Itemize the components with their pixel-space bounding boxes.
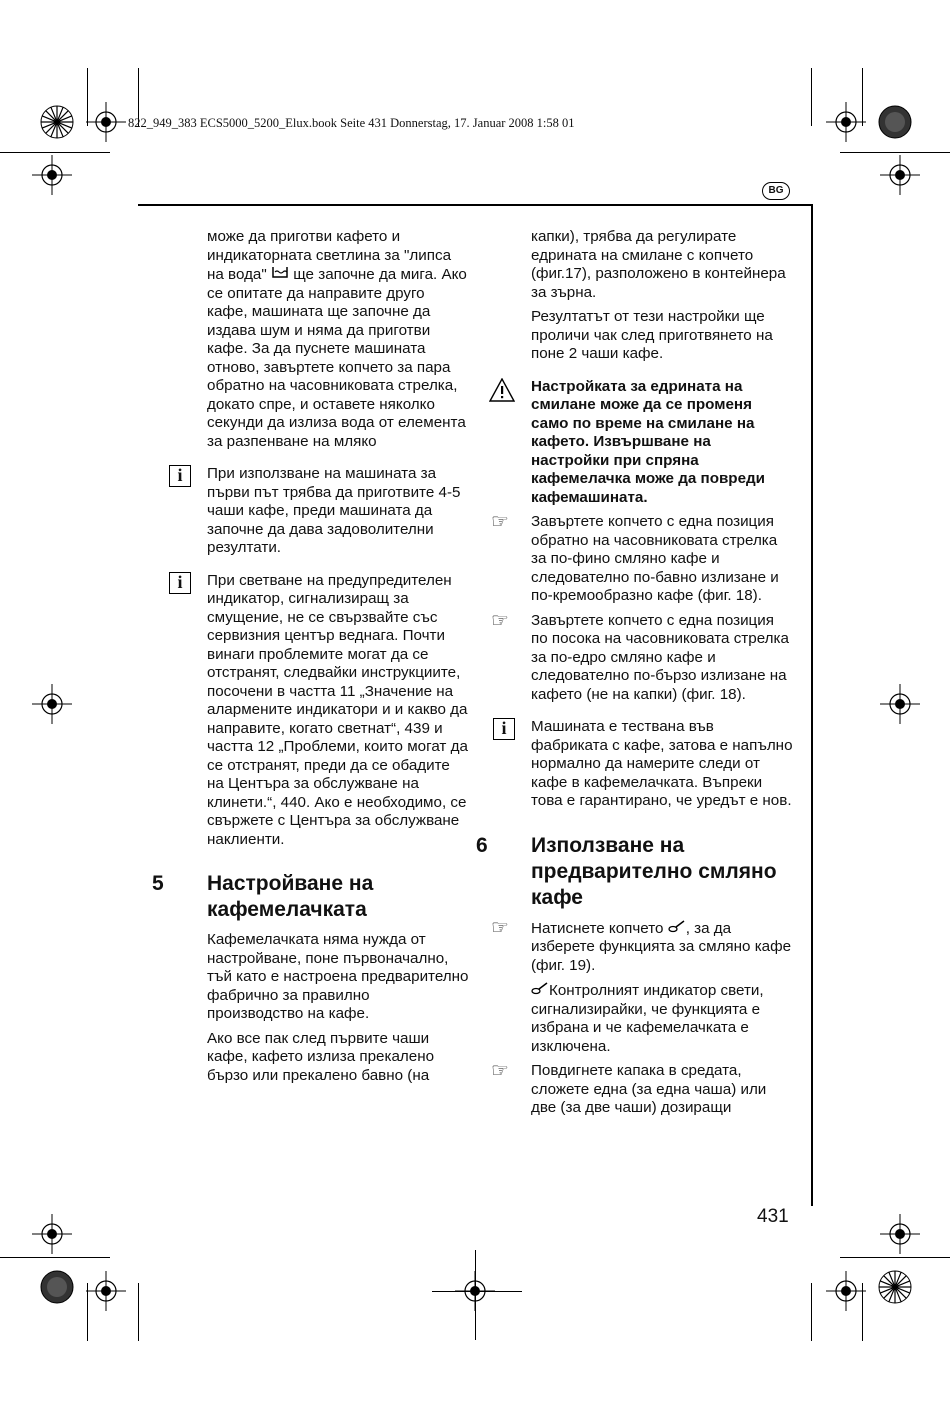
section-number: 6	[476, 833, 488, 857]
section-5-heading	[152, 871, 469, 923]
step-lift-lid	[491, 1060, 793, 1118]
info-note-first-use	[177, 465, 469, 558]
info-note-text: Машината е тествана във фабриката с кафе, затова е напълно нормално да намерите следи от кафе в кафемелачката. Въпреки това е гарантирано, че уредът е нов.	[531, 718, 793, 809]
crop-mark	[138, 1283, 139, 1341]
paragraph: Резултатът от тези настройки ще проличи чак след приготвянето на поне 2 чаши кафе.	[531, 308, 773, 362]
water-tank-icon	[271, 265, 289, 285]
info-icon: i	[493, 718, 515, 740]
step-select-ground-coffee	[491, 916, 793, 1057]
starburst-calibration-icon	[40, 1270, 74, 1304]
step-coarser-grind	[491, 609, 793, 705]
crop-mark	[0, 152, 110, 153]
crop-mark	[840, 1257, 950, 1258]
starburst-calibration-icon	[40, 105, 74, 139]
registration-mark-icon	[880, 684, 920, 724]
page-number: 431	[757, 1206, 789, 1227]
crop-mark	[811, 68, 812, 126]
section-6-heading	[476, 833, 793, 911]
column-rule	[811, 204, 813, 1206]
pointing-hand-icon: ☞	[491, 511, 509, 533]
crop-mark	[87, 1283, 88, 1341]
crop-mark	[862, 68, 863, 126]
info-note-text: При светване на предупредителен индикатор, сигнализиращ за смущение, не се свързвайте със сервизния център веднага. Почти винаги проблемите могат да се отстранят, следвайки инструкциите, посочени в частта 11 „Значение на алармените индикатори и и какво да направите, когато светнат“, 439 и частта 12 „Проблеми, които могат да се отстранят, преди да се обадите на Центъра за обслужване на клинети.“, 440. Ако е необходимо, се свържете с Центъра за обслужване наклиенти.	[207, 571, 468, 848]
section-5-body	[207, 931, 469, 1085]
paragraph: Ако все пак след първите чаши кафе, кафето излиза прекалено бързо или прекалено бавно (на	[207, 1029, 435, 1084]
crop-mark	[862, 1283, 863, 1341]
print-file-info: 822_949_383 ECS5000_5200_Elux.book Seite 431 Donnerstag, 17. Januar 2008 1:58 01	[128, 116, 575, 130]
language-badge: BG	[762, 182, 790, 200]
intro-text-start: може да приготви кафето и индикаторната светлина за "липса на вода"	[207, 228, 452, 283]
step-text-end: , за да изберете функцията за смляно кафе (фиг. 19).	[531, 919, 792, 974]
right-column	[476, 228, 793, 1124]
pointing-hand-icon: ☞	[491, 916, 509, 939]
section-title: Използване на предварително смляно кафе	[531, 833, 777, 909]
continued-paragraph	[531, 228, 793, 364]
ground-coffee-spoon-icon	[668, 919, 686, 939]
crop-mark	[87, 68, 88, 126]
starburst-calibration-icon	[878, 105, 912, 139]
step-finer-grind	[491, 511, 793, 606]
crop-mark	[475, 1250, 476, 1340]
section-title: Настройване на кафемелачката	[207, 872, 374, 921]
section-number: 5	[152, 872, 164, 895]
step-text: Повдигнете капака в средата, сложете една (за една чаша) или две (за две чаши) дозиращи	[531, 1062, 767, 1116]
pointing-hand-icon: ☞	[491, 609, 509, 632]
registration-mark-icon	[826, 1271, 866, 1311]
registration-mark-icon	[880, 155, 920, 195]
indicator-note: Контролният индикатор свети, сигнализирайки, че функцията е избрана и че кафемелачката е изключена.	[531, 981, 764, 1055]
left-column	[152, 228, 469, 1091]
registration-mark-icon	[880, 1214, 920, 1254]
ground-coffee-spoon-icon	[531, 981, 549, 1001]
registration-mark-icon	[32, 1214, 72, 1254]
crop-mark	[840, 152, 950, 153]
registration-mark-icon	[32, 155, 72, 195]
intro-text-end: ще започне да мига. Ако се опитате да направите друго кафе, машината ще започне да издава шум и няма да приготви кафе. За да пуснете машината отново, завъртете копчето за пара обратно на часовниковата стрелка, докато спре, и оставете няколко секунди да излиза вода от елемента за разпенване на мляко	[207, 265, 467, 450]
warning-text: Настройката за едрината на смилане може да се променя само по време на смилане на кафето. Извършване на настройки при спряна кафемелачка може да повреди кафемашината.	[531, 377, 766, 506]
registration-mark-icon	[86, 102, 126, 142]
registration-mark-icon	[32, 684, 72, 724]
crop-mark	[432, 1291, 522, 1292]
warning-note	[531, 378, 793, 508]
step-text: Завъртете копчето с една позиция обратно на часовниковата стрелка за по-фино смляно кафе и следователно по-бавно излизане и по-кремообразно кафе (фиг. 18).	[531, 513, 779, 604]
crop-mark	[811, 1283, 812, 1341]
registration-mark-icon	[86, 1271, 126, 1311]
info-note-text: При използване на машината за първи път трябва да приготвите 4-5 чаши кафе, преди машината да започне да дава задоволителни резултати.	[207, 465, 461, 556]
paragraph: капки), трябва да регулирате едрината на смилане с копчето (фиг.17), разположено в контейнера за зърна.	[531, 228, 786, 301]
intro-paragraph	[207, 228, 469, 451]
warning-triangle-icon	[489, 378, 515, 402]
info-icon: i	[169, 465, 191, 487]
starburst-calibration-icon	[878, 1270, 912, 1304]
header-rule	[138, 204, 812, 206]
info-icon: i	[169, 572, 191, 594]
paragraph: Кафемелачката няма нужда от настройване, поне първоначално, тъй като е настроена предварително фабрично за правилно производство на кафе.	[207, 931, 469, 1022]
info-note-warning-light	[177, 571, 469, 850]
step-text-start: Натиснете копчето	[531, 919, 664, 937]
info-note-factory-test	[501, 718, 793, 811]
step-text: Завъртете копчето с една позиция по посока на часовниковата стрелка за по-едро смляно кафе и следователно по-бързо излизане на кафето (не на капки) (фиг. 18).	[531, 611, 789, 703]
pointing-hand-icon: ☞	[491, 1060, 509, 1082]
crop-mark	[0, 1257, 110, 1258]
registration-mark-icon	[826, 102, 866, 142]
